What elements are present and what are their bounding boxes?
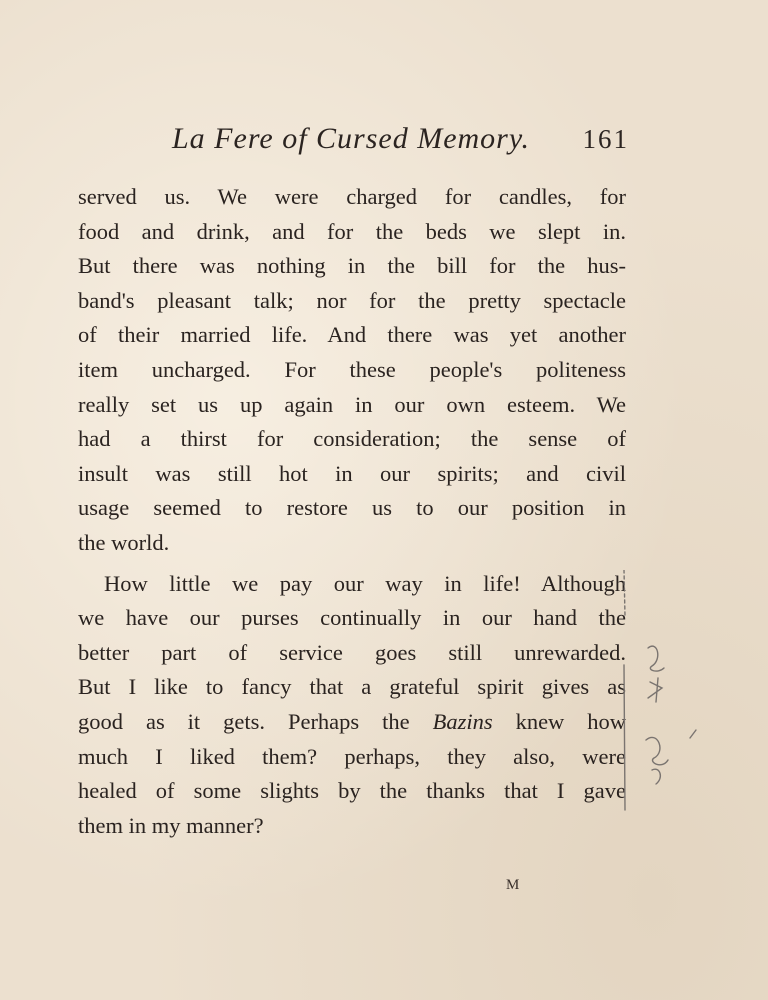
- body-text: [78, 180, 626, 843]
- text-line: But there was nothing in the bill for the hus-: [78, 253, 626, 279]
- pencil-marginalia: [618, 570, 698, 820]
- italic-name: Bazins: [432, 708, 493, 734]
- text-line: better part of service goes still unrewarded.: [78, 639, 626, 665]
- text-line: really set us up again in our own esteem. We: [78, 391, 626, 417]
- text-segment: good as it gets. Perhaps the: [78, 708, 433, 734]
- text-line: band's pleasant talk; nor for the pretty spectacle: [78, 287, 626, 313]
- running-title: La Fere of Cursed Memory.: [172, 122, 531, 155]
- text-line: usage seemed to restore us to our position in: [78, 495, 626, 521]
- text-line: the world.: [78, 529, 170, 555]
- paragraph-1: [78, 180, 626, 561]
- text-line: them in my manner?: [78, 812, 264, 838]
- signature-mark: M: [506, 877, 521, 893]
- text-line: served us. We were charged for candles, for: [78, 184, 626, 209]
- text-line: How little we pay our way in life! Although: [104, 570, 626, 596]
- text-segment: knew how: [492, 708, 627, 734]
- text-line: healed of some slights by the thanks that I gave: [78, 778, 626, 804]
- text-line: we have our purses continually in our hand the: [78, 605, 626, 631]
- text-line: food and drink, and for the beds we slept in.: [78, 218, 626, 244]
- text-line-with-italic: [78, 705, 626, 740]
- text-line: But I like to fancy that a grateful spirit gives as: [78, 674, 626, 700]
- text-line: of their married life. And there was yet another: [78, 322, 626, 348]
- page-number: 161: [582, 124, 629, 154]
- text-line: had a thirst for consideration; the sense of: [78, 426, 626, 452]
- paragraph-2: [78, 567, 626, 844]
- text-line: insult was still hot in our spirits; and civil: [78, 460, 626, 486]
- text-line: item uncharged. For these people's politeness: [78, 356, 626, 382]
- text-line: much I liked them? perhaps, they also, were: [78, 743, 626, 769]
- running-head: [160, 122, 635, 162]
